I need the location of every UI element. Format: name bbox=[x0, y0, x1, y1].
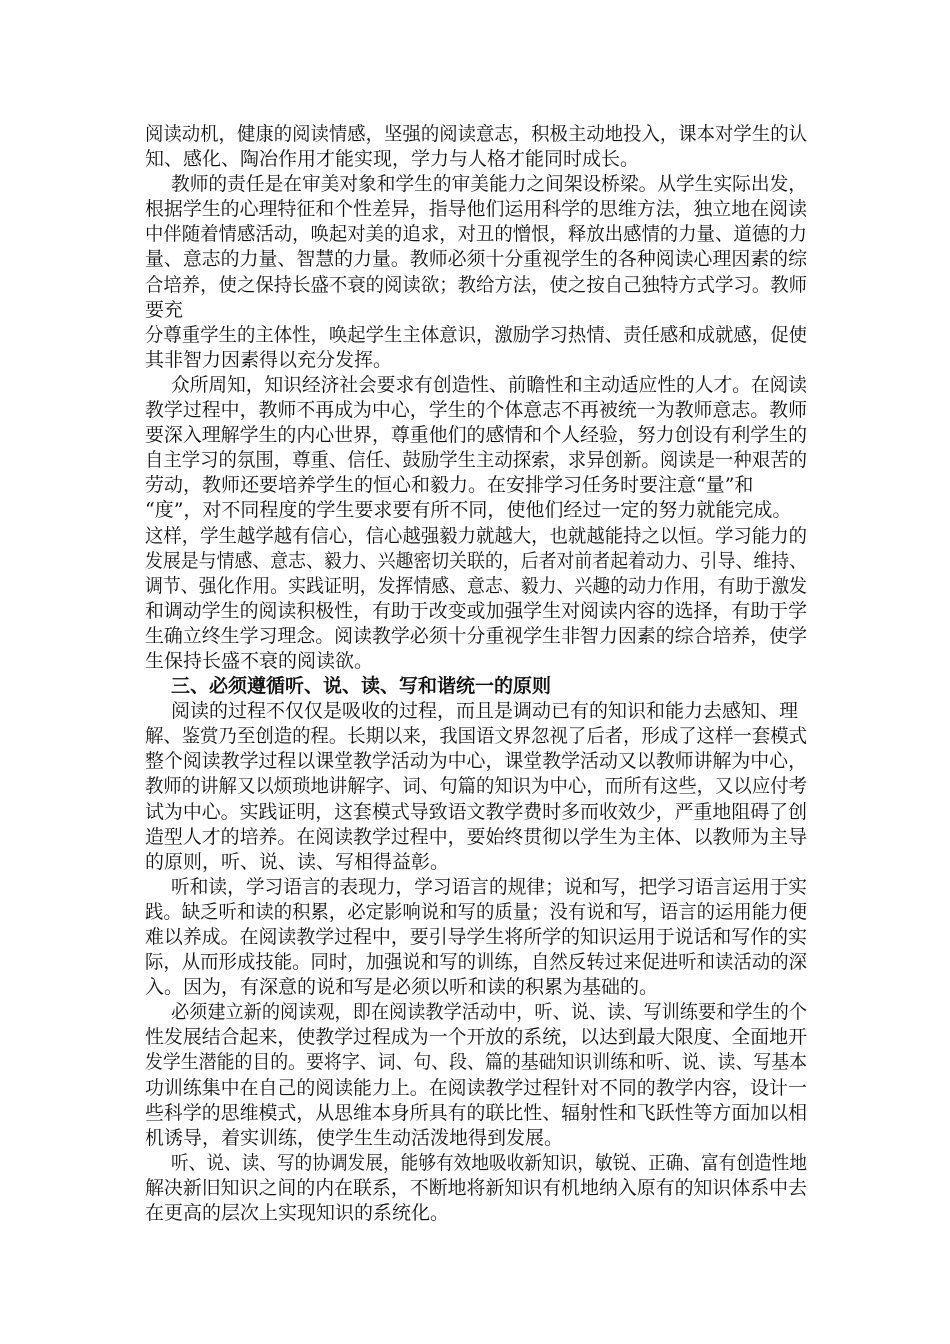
text-line: 众所周知，知识经济社会要求有创造性、前瞻性和主动适应性的人才。在阅读 bbox=[171, 373, 807, 396]
text-line: 在更高的层次上实现知识的系统化。 bbox=[145, 1202, 450, 1225]
text-line: 自主学习的氛围，尊重、信任、鼓励学生主动探索，求异创新。阅读是一种艰苦的 bbox=[145, 449, 807, 472]
text-line: 教学过程中，教师不再成为中心，学生的个体意志不再被统一为教师意志。教师 bbox=[145, 399, 807, 422]
text-line: 教师的讲解又以烦琐地讲解字、词、句篇的知识为中心，而所有这些，又以应付考 bbox=[145, 775, 807, 798]
text-line: 听、说、读、写的协调发展，能够有效地吸收新知识，敏锐、正确、富有创造性地 bbox=[171, 1151, 807, 1174]
text-line: 分尊重学生的主体性，唤起学生主体意识，激励学习热情、责任感和成就感，促使 bbox=[145, 323, 807, 346]
text-line: 生确立终生学习理念。阅读教学必须十分重视学生非智力因素的综合培养，使学 bbox=[145, 624, 807, 647]
text-line: 整个阅读教学过程以课堂教学活动为中心，课堂教学活动又以教师讲解为中心， bbox=[145, 750, 807, 773]
text-line: 听和读，学习语言的表现力，学习语言的规律；说和写，把学习语言运用于实 bbox=[171, 875, 807, 898]
text-line: 根据学生的心理特征和个性差异，指导他们运用科学的思维方法，独立地在阅读 bbox=[145, 198, 807, 221]
text-line: 难以养成。在阅读教学过程中，要引导学生将所学的知识运用于说话和写作的实 bbox=[145, 926, 807, 948]
text-line: 劳动，教师还要培养学生的恒心和毅力。在安排学习任务时要注意“量”和 bbox=[145, 474, 754, 497]
text-line: 解决新旧知识之间的内在联系，不断地将新知识有机地纳入原有的知识体系中去 bbox=[145, 1176, 807, 1199]
text-line: 机诱导，着实训练，使学生生动活泼地得到发展。 bbox=[145, 1126, 564, 1149]
document-page bbox=[145, 122, 807, 1226]
text-line: 阅读的过程不仅仅是吸收的过程，而且是调动已有的知识和能力去感知、理 bbox=[171, 700, 799, 723]
text-line: 阅读动机，健康的阅读情感，坚强的阅读意志，积极主动地投入，课本对学生的认 bbox=[145, 123, 807, 145]
text-line: 造型人才的培养。在阅读教学过程中，要始终贯彻以学生为主体、以教师为主导 bbox=[145, 825, 807, 848]
text-line: 合培养，使之保持长盛不衰的阅读欲；教给方法，使之按自己独特方式学习。教师 bbox=[145, 273, 807, 296]
text-line: 发学生潜能的目的。要将字、词、句、段、篇的基础知识训练和听、说、读、写基本 bbox=[145, 1051, 807, 1074]
text-line: 其非智力因素得以充分发挥。 bbox=[145, 348, 393, 371]
text-line: 调节、强化作用。实践证明，发挥情感、意志、毅力、兴趣的动力作用，有助于激发 bbox=[145, 574, 807, 597]
text-line: 际，从而形成技能。同时，加强说和写的训练，自然反转过来促进听和读活动的深 bbox=[145, 951, 807, 974]
text-line: 入。因为，有深意的说和写是必须以听和读的积累为基础的。 bbox=[145, 976, 659, 999]
text-line: 必须建立新的阅读观，即在阅读教学活动中，听、说、读、写训练要和学生的个 bbox=[171, 1001, 807, 1024]
section-heading: 三、必须遵循听、说、读、写和谐统一的原则 bbox=[171, 675, 552, 698]
text-line: 要充 bbox=[145, 298, 184, 321]
text-line: 生保持长盛不衰的阅读欲。 bbox=[145, 649, 374, 672]
text-line: 践。缺乏听和读的积累，必定影响说和写的质量；没有说和写，语言的运用能力便 bbox=[145, 900, 807, 923]
text-line: 这样，学生越学越有信心，信心越强毅力就越大，也就越能持之以恒。学习能力的 bbox=[145, 524, 807, 547]
text-line: 的原则，听、说、读、写相得益彰。 bbox=[145, 850, 450, 873]
text-line: 中伴随着情感活动，唤起对美的追求，对丑的憎恨，释放出感情的力量、道德的力 bbox=[145, 223, 807, 246]
text-line: 发展是与情感、意志、毅力、兴趣密切关联的，后者对前者起着动力、引导、维持、 bbox=[145, 549, 807, 572]
text-line: “度”，对不同程度的学生要求要有所不同，使他们经过一定的努力就能完成。 bbox=[145, 499, 792, 522]
text-line: 解、鉴赏乃至创造的程。长期以来，我国语文界忽视了后者，形成了这样一套模式 bbox=[145, 725, 807, 748]
text-line: 知、感化、陶冶作用才能实现，学力与人格才能同时成长。 bbox=[145, 148, 640, 171]
text-line: 要深入理解学生的内心世界，尊重他们的感情和个人经验，努力创设有利学生的 bbox=[145, 424, 807, 447]
text-line: 性发展结合起来，使教学过程成为一个开放的系统，以达到最大限度、全面地开 bbox=[145, 1026, 807, 1049]
text-line: 和调动学生的阅读积极性，有助于改变或加强学生对阅读内容的选择，有助于学 bbox=[145, 599, 807, 622]
text-line: 量、意志的力量、智慧的力量。教师必须十分重视学生的各种阅读心理因素的综 bbox=[145, 248, 807, 271]
text-line: 功训练集中在自己的阅读能力上。在阅读教学过程针对不同的教学内容，设计一 bbox=[145, 1076, 807, 1099]
text-line: 些科学的思维模式，从思维本身所具有的联比性、辐射性和飞跃性等方面加以相 bbox=[145, 1101, 807, 1124]
text-line: 试为中心。实践证明，这套模式导致语文教学费时多而收效少，严重地阻碍了创 bbox=[145, 800, 807, 823]
text-line: 教师的责任是在审美对象和学生的审美能力之间架设桥梁。从学生实际出发， bbox=[171, 173, 807, 196]
